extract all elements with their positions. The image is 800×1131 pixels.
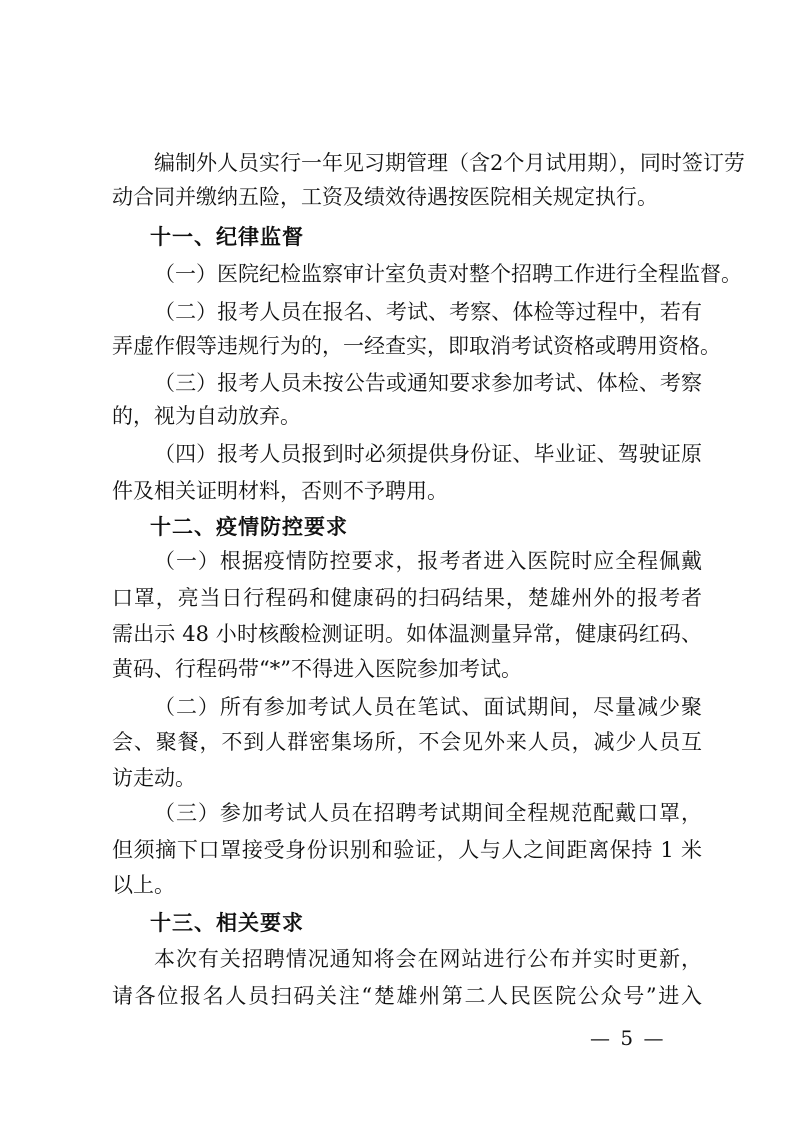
paragraph-line: （三）报考人员未按公告或通知要求参加考试、体检、考察 — [154, 371, 702, 395]
section-heading-discipline: 十一、纪律监督 — [150, 225, 304, 249]
paragraph-line: 请各位报名人员扫码关注“楚雄州第二人民医院公众号”进入 — [112, 984, 702, 1008]
section-heading-requirements: 十三、相关要求 — [150, 911, 304, 935]
paragraph-line: （四）报考人员报到时必须提供身份证、毕业证、驾驶证原 — [154, 442, 702, 466]
paragraph-line: 但须摘下口罩接受身份识别和验证，人与人之间距离保持 1 米 — [112, 838, 702, 862]
paragraph-line: 的，视为自动放弃。 — [112, 404, 301, 428]
paragraph-line: 黄码、行程码带“*”不得进入医院参加考试。 — [112, 657, 522, 681]
paragraph-line: 动合同并缴纳五险，工资及绩效待遇按医院相关规定执行。 — [112, 185, 658, 209]
paragraph-line: 会、聚餐，不到人群密集场所，不会见外来人员，减少人员互 — [112, 730, 702, 754]
paragraph-line: （二）报考人员在报名、考试、考察、体检等过程中，若有 — [154, 300, 702, 324]
paragraph-line: 口罩，亮当日行程码和健康码的扫码结果，楚雄州外的报考者 — [112, 586, 702, 610]
paragraph-line: 需出示 48 小时核酸检测证明。如体温测量异常，健康码红码、 — [112, 622, 702, 646]
paragraph-line: 弄虚作假等违规行为的，一经查实，即取消考试资格或聘用资格。 — [112, 334, 721, 358]
paragraph-line: 以上。 — [112, 873, 175, 897]
paragraph-line: 编制外人员实行一年见习期管理（含2个月试用期），同时签订劳 — [154, 151, 745, 175]
paragraph-line: （二）所有参加考试人员在笔试、面试期间，尽量减少聚 — [154, 695, 702, 719]
paragraph-line: （三）参加考试人员在招聘考试期间全程规范配戴口罩， — [154, 801, 702, 825]
paragraph-line: 件及相关证明材料，否则不予聘用。 — [112, 479, 448, 503]
paragraph-line: （一）根据疫情防控要求，报考者进入医院时应全程佩戴 — [154, 549, 702, 573]
paragraph-line: 本次有关招聘情况通知将会在网站进行公布并实时更新， — [154, 947, 702, 971]
section-heading-epidemic: 十二、疫情防控要求 — [150, 515, 348, 539]
paragraph-line: 访走动。 — [112, 766, 196, 790]
paragraph-line: （一）医院纪检监察审计室负责对整个招聘工作进行全程监督。 — [154, 262, 742, 286]
page-number: — 5 — — [590, 1026, 666, 1050]
